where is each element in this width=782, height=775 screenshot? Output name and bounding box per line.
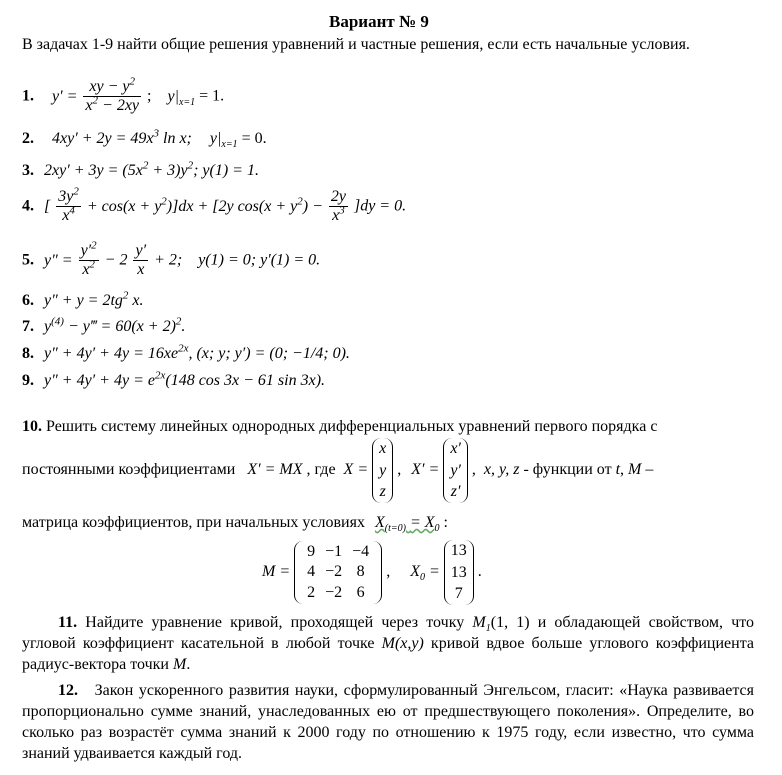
- task-10-line3: матрица коэффициентов, при начальных условиях $X_{(t=0)} = X_0$ :: [22, 514, 448, 535]
- equation-lhs: y′ =: [52, 87, 78, 105]
- fraction-3y2-x4: $\frac{3y^2}{x^4}$: [58, 185, 79, 225]
- vector-X-prime: x′ y′ z′: [443, 438, 468, 503]
- equation: $4xy' + 2y = 49x^3$ ln x;: [52, 127, 192, 147]
- matrix-M: 9 −1 −4 4 −2 8 2 −2 6: [294, 541, 382, 604]
- task-number: 12.: [58, 682, 78, 699]
- initial-condition: y(1) = 0; y′(1) = 0.: [198, 251, 321, 269]
- task-9: [22, 369, 326, 390]
- task-4: 4. [ $\frac{3y^2}{x^4}$ + $\cos(x + y^2)]dx + [2y$ $\cos(x + y^2)$ − $\frac{2y}{x^3}$ ]dy = 0.: [22, 185, 407, 225]
- initial-value: = 0.: [241, 130, 267, 147]
- task-number: 1.: [22, 87, 34, 105]
- task-number: 6.: [22, 292, 34, 309]
- vector-X0: 13 13 7: [444, 540, 474, 605]
- fraction-yp-x: $\frac{y'}{x}$: [135, 242, 147, 279]
- task-8: [22, 342, 350, 363]
- task-10-matrices: M = 9 −1 −4 4 −2 8 2 −2 6 , $X_0$ = 13 13 7 .: [262, 540, 482, 604]
- initial-condition: $y|_{x=1}$: [167, 87, 196, 108]
- fraction-yp2-x2: $\frac{y'^2}{x^2}$: [80, 239, 97, 279]
- task-10-line1: [22, 418, 657, 436]
- initial-condition: $X_{(t=0)} = X_0$: [374, 514, 440, 535]
- intro-text: В задачах 1-9 найти общие решения уравнений и частные решения, если есть начальные условия.: [22, 36, 690, 53]
- task-number: 11.: [58, 614, 78, 631]
- system-equation: X′ = MX: [247, 461, 303, 479]
- task-number: 5.: [22, 251, 34, 269]
- task-number: 10.: [22, 418, 42, 435]
- task-number: 2.: [22, 130, 34, 147]
- variant-title: Вариант № 9: [329, 12, 429, 31]
- vector-X: x y z: [372, 438, 393, 503]
- task-number: 4.: [22, 197, 34, 215]
- task-2: [22, 127, 267, 151]
- equation: [: [44, 197, 51, 215]
- equation: $y'' + y = 2tg^2$ x.: [44, 289, 144, 309]
- task-1: 1. y′ = $\frac{xy - y^2}{x^2 - 2xy}$ ; $y|_{x=1} = 1$.: [22, 75, 225, 115]
- initial-condition: $y|_{x=1}$: [209, 130, 238, 151]
- task-10-line2: постоянными коэффициентами X′ = MX , где X = x y z , X′ = x′ y′ z′ , x, y, z - функции от t, M –: [22, 438, 653, 504]
- task-5: 5. y″ = $\frac{y'^2}{x^2}$ − 2 $\frac{y'}{x}$ + 2; y(1) = 0; y′(1) = 0.: [22, 239, 321, 279]
- equation: $2xy' + 3y = (5x^2 + 3)y^2$; y(1) = 1.: [44, 159, 259, 179]
- task-3: [22, 159, 259, 180]
- task-7: [22, 315, 186, 336]
- equation: $y'' + 4y' + 4y = 16xe^{2x}$, (x; y; y′) = (0; −1/4; 0).: [44, 342, 350, 362]
- initial-value: = 1.: [199, 87, 225, 105]
- task-number: 3.: [22, 162, 34, 179]
- task-10-text: Решить систему линейных однородных дифференциальных уравнений первого порядка с: [46, 418, 658, 435]
- task-number: 9.: [22, 372, 34, 389]
- fraction-2y-x3: $\frac{2y}{x^3}$: [330, 188, 346, 225]
- task-12: 12. Закон ускоренного развития науки, сформулированный Энгельсом, гласит: «Наука развивается пропорционально сумме знаний, унаследованных ею от предшествующего поколения». Определите, во сколько раз возрастёт сумма знаний к 2000 году по отношению к 1975 году, если известно, что сумма знаний удваивается каждый год.: [22, 682, 755, 762]
- task-number: 7.: [22, 318, 34, 335]
- task-number: 8.: [22, 345, 34, 362]
- equation: $y^{(4)}$ − y‴ = $60(x + 2)^2$.: [44, 315, 186, 335]
- task-6: [22, 289, 144, 310]
- equation: $y'' + 4y' + 4y = e^{2x}(148$ cos 3x − 61 sin 3x).: [44, 369, 326, 389]
- equation-fraction: $\frac{xy - y^2}{x^2 - 2xy}$: [85, 75, 140, 115]
- task-11: 11. Найдите уравнение кривой, проходящей через точку $M_1(1$, 1) и обладающей свойством, что угловой коэффициент касательной в любой точке M(x,y) кривой вдвое больше углового коэффициента радиус-вектора точки M.: [22, 614, 755, 673]
